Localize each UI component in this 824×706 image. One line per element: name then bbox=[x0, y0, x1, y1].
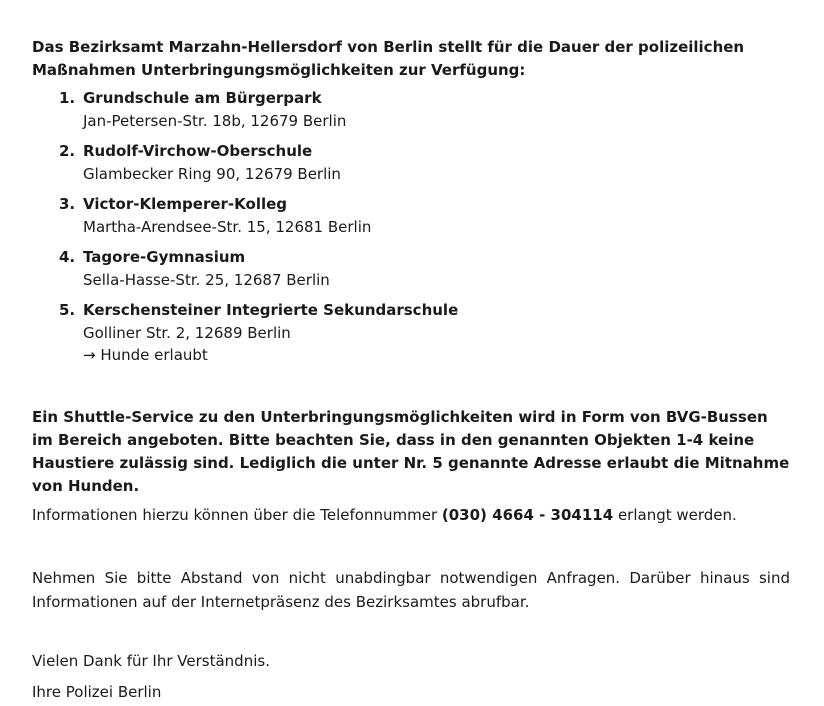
school-name: Tagore-Gymnasium bbox=[83, 248, 246, 266]
list-item bbox=[32, 246, 790, 292]
school-address: Golliner Str. 2, 12689 Berlin bbox=[83, 324, 291, 342]
list-number: 5. bbox=[59, 301, 76, 319]
list-number: 4. bbox=[59, 248, 76, 266]
list-number: 2. bbox=[59, 142, 76, 160]
list-item bbox=[32, 299, 790, 366]
list-item bbox=[32, 140, 790, 186]
phone-number: (030) 4664 - 304114 bbox=[441, 506, 614, 524]
intro-paragraph: Das Bezirksamt Marzahn-Hellersdorf von Berlin stellt für die Dauer der polizeilichen Maßnahmen Unterbringungsmöglichkeiten zur Verfügung: bbox=[32, 38, 745, 79]
thanks-line: Vielen Dank für Ihr Verständnis. bbox=[32, 652, 270, 670]
school-name: Rudolf-Virchow-Oberschule bbox=[83, 142, 313, 160]
list-item bbox=[32, 193, 790, 239]
school-name: Victor-Klemperer-Kolleg bbox=[83, 195, 288, 213]
school-name: Kerschensteiner Integrierte Sekundarschule bbox=[83, 301, 459, 319]
list-item bbox=[32, 87, 790, 133]
phone-info-text: Informationen hierzu können über die Telefonnummer bbox=[32, 506, 442, 524]
school-address: Jan-Petersen-Str. 18b, 12679 Berlin bbox=[83, 112, 347, 130]
distance-paragraph: Nehmen Sie bitte Abstand von nicht unabdingbar notwendigen Anfragen. Darüber hinaus sind Informationen auf der Internetpräsenz des Bezirksamtes abrufbar. bbox=[32, 569, 790, 611]
dogs-allowed-note: → Hunde erlaubt bbox=[83, 346, 208, 364]
list-number: 1. bbox=[59, 89, 76, 107]
accommodation-list bbox=[32, 87, 790, 366]
school-address: Glambecker Ring 90, 12679 Berlin bbox=[83, 165, 341, 183]
school-address: Sella-Hasse-Str. 25, 12687 Berlin bbox=[83, 271, 330, 289]
list-number: 3. bbox=[59, 195, 76, 213]
phone-info-paragraph bbox=[32, 504, 790, 527]
signature-line: Ihre Polizei Berlin bbox=[32, 683, 162, 701]
school-address: Martha-Arendsee-Str. 15, 12681 Berlin bbox=[83, 218, 372, 236]
shuttle-paragraph: Ein Shuttle-Service zu den Unterbringungsmöglichkeiten wird in Form von BVG-Bussen im Bereich angeboten. Bitte beachten Sie, dass in den genannten Objekten 1-4 keine Haustiere zulässig sind. Lediglich die unter Nr. 5 genannte Adresse erlaubt die Mitnahme von Hunden. bbox=[32, 408, 790, 495]
school-name: Grundschule am Bürgerpark bbox=[83, 89, 322, 107]
phone-info-suffix: erlangt werden. bbox=[613, 506, 737, 524]
